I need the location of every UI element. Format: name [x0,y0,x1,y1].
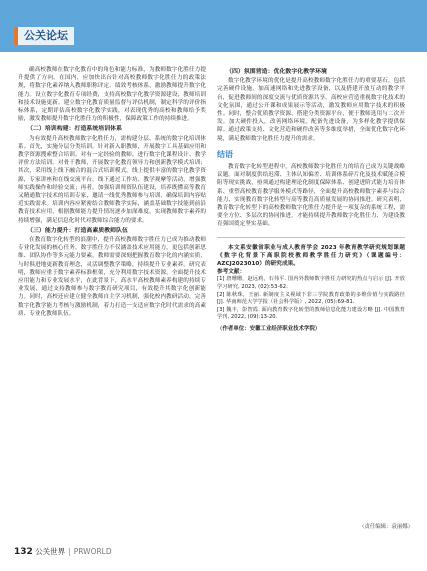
heading-training: （二）培训构建：打造系统培训体系 [27,126,123,133]
journal-name-en: PRWORLD [73,547,112,556]
section-divider [217,237,405,238]
paragraph-atmosphere: 数字化教学环境的优化是提升高校教师数字化胜任力的重要基石。包括完善硬件设施，加高速网络和先进教学设备，以及搭建开放互动的教学平台，促进教师间的深度交流与优质资源共享。高校应营造重视数字化技术的文化氛围，通过公开课和成果展示等活动，激发教师应用数字技术的积极性。同时，整合优质教学资源，搭建分类资源平台，便于教师选用与二次开发。加大硬件投入，改善网络环境，配备先进设备，为多样化教学提供保障。通过政策支持、文化营造和硬件改善等多维度举措，全面优化数字化环境，满足教师数字化胜任力提升的需求。 [217,78,405,142]
section-tag: 公关论坛 [14,27,74,45]
left-column [18,66,206,318]
footer-divider: | [68,547,71,556]
heading-atmosphere: （四）氛围营造：优化数字化教学环境 [226,69,327,75]
header-banner [0,0,427,52]
author-affiliation: （作者单位：安徽工业经济职业技术学院） [217,326,321,333]
conclusion-heading: 结语 [217,149,234,159]
editor-note: （责任编辑：袁丽娜） [359,524,413,530]
heading-ability: （三）能力提升：打造高素质教师队伍 [27,227,128,234]
reference-item: [1] 唐珊珊，赵远莉，石伟平. 国内外教师数字胜任力研究的热点与启示 [J]. 开放学习研究, 2023, (02):53-62. [217,276,405,291]
reference-item: [3] 魏丰，彭智霞. 面向教育数字化转型的教师信息化能力建设方略 [J]. 中国教育学刊, 2022, (09):13-20. [217,306,405,321]
paragraph-conclusion: 教育数字化转型进程中，高校教师数字化胜任力的培育已成为关键战略议题。面对制度供给迟滞、主体认知偏差、培训体系碎片化及技术赋能合模阻等现实挑战，亟须通过构建理论化制度保障体系、创建进阶式能力培育体系、重塑高校教育教学服务模式等路径，全面提升高校教师数字素养与综合能力，实现教育数字化转型与高等教育高质量发展的协同推进。研究表明，教育数字化转型下的高校教师数字化胜任力提升是一项复杂的系统工程，需要全方位、多层次的协同推进，才能持续提升教师数字化胜任力，为建设教育强国奠定坚实基础。 [217,164,405,228]
fund-note: 本文系安徽省职业与成人教育学会 2023 年教育教学研究规划课题《数字化背景下高职院校教师教学胜任力研究》（课题编号：AZCJ2023010）的研究成果。 [217,244,405,268]
paragraph-training: 为有效提升高校教师数字化胜任力，需构建分层、系统的数字化培训体系。首先，实施分层分类培训。针对新入职教师，开展数字工具基础应用和教学资源搜索整合培训。对有一定经验的教师，进行数字化课程设计、教学评价方法培训。对骨干教师，开展数字化教育领导力和创新教学模式培训；其次，采用线上线下融合的混合式培训模式。线上提供丰富的数字化教学资源，专家讲座和在线交流平台。线下通过工作坊、教学观摩等活动，增强教师实践操作和经验交流；再者，加强培训师资队伍建设，培养既懂高等教育又精通数字技术的培训专家，邀请一线优秀教师参与培训，确保培训内容贴近实践需求。培训内容应紧密结合教师教学实际，涵盖基础数字技能到前沿教育技术应用，根据教师能力提升情况逐步加深难度，实现教师数字素养的持续增强，满足信息化时代对教师综合能力的要求。 [18,135,206,224]
paragraph-ability: 在教育数字化转型的浪潮中，提升高校教师数字胜任力已成为推动教师专业化发展的核心任务。数字胜任力不仅涵盖技术应用能力，更包括创新思维、团队协作等多元能力要素。教师需要深刻把握教育数字化的内涵实质，与时俱进地更新教育理念，灵活调整教学策略，持续提升专业素养。研究表明，教师应重于数字素养标准框架，充分利用数字技术资源，全面提升技术应用能力和专业发展水平，在此背景下，高水平高校教师素养构建的持续专业发展，通过支持教师参与数字教育研究项目，有效提升其数字化创新能力。同时，高校还应建立健全教师自主学习机制，强化校内教研活动，完善数字化教学能力考核与激励机制，着力打造一支适应数字化时代需求的高素质、专业化教师队伍。 [18,237,206,317]
page-number: 132 [14,547,33,557]
right-column [217,66,405,333]
references-heading: 参考文献： [217,269,246,276]
journal-name: 公关世界 [35,547,66,556]
paragraph-policy: 确高校教师在数字化教育中的角色和能力标准，为教师数字化胜任力提升提供了方向。在国内，应加快出台针对高校教师数字化胜任力的政策法规，将数字化素养纳入教师职称评定、绩效考核体系，激励教师提升数字化能力。设立数字化教育专项经费，支持高校数字化教学资源建设，教师培训和技术设施更新。建立数字化教育质量监督与评估机制，制定科学的评价指标体系，定期评估高校数字化教学实践，对表现优秀的高校和教师给予奖励，激发教师提升数字化胜任力的积极性，保障政策工作的持续推进。 [18,67,206,123]
page-footer [14,546,112,557]
reference-item: [2] 陈秋珠，王丽. 新制度主义视域下非三学院教育政策的多维价值与实践路径 [J]. 华南师范大学学报（社会科学版）, 2022, (05):69-81. [217,291,405,306]
